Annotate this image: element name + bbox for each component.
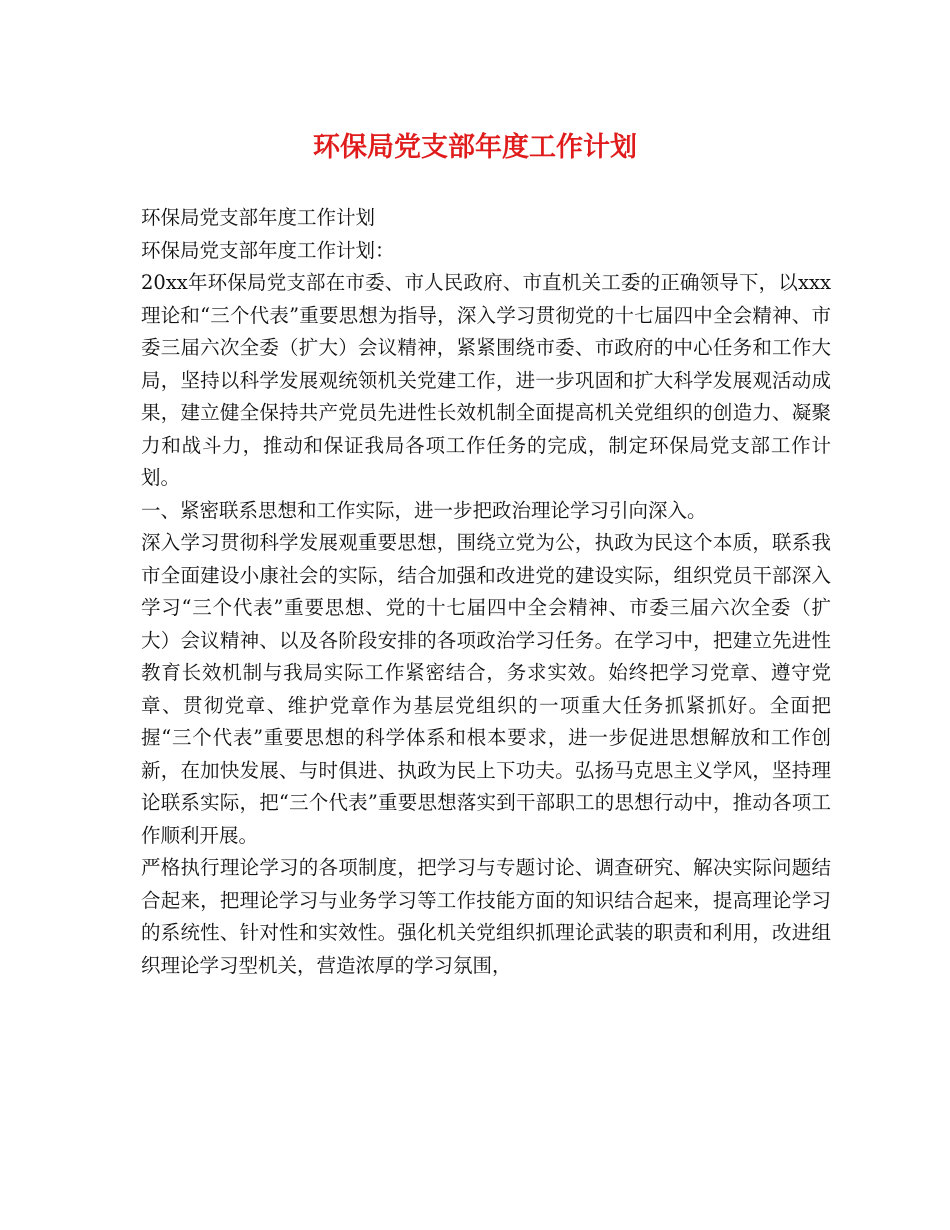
paragraph-system: 严格执行理论学习的各项制度，把学习与专题讨论、调查研究、解决实际问题结合起来，把理论学习与业务学习等工作技能方面的知识结合起来，提高理论学习的系统性、针对性和实效性。强化机关党组织抓理论武装的职责和利用，改进组织理论学习型机关，营造浓厚的学习氛围， [141,856,831,977]
section-heading-1: 一、紧密联系思想和工作实际，进一步把政治理论学习引向深入。 [141,498,707,522]
paragraph-heading: 环保局党支部年度工作计划 [141,206,376,229]
document-title: 环保局党支部年度工作计划 [313,132,637,163]
paragraph-study: 深入学习贯彻科学发展观重要思想，围绕立党为公，执政为民这个本质，联系我市全面建设小康社会的实际，结合加强和改进党的建设实际，组织党员干部深入学习“三个代表”重要思想、党的十七届四中全会精神、市委三届六次全委（扩大）会议精神、以及各阶段安排的各项政治学习任务。在学习中，把建立先进性教育长效机制与我局实际工作紧密结合，务求实效。始终把学习党章、遵守党章、贯彻党章、维护党章作为基层党组织的一项重大任务抓紧抓好。全面把握“三个代表”重要思想的科学体系和根本要求，进一步促进思想解放和工作创新，在加快发展、与时俱进、执政为民上下功夫。弘扬马克思主义学风，坚持理论联系实际，把“三个代表”重要思想落实到干部职工的思想行动中，推动各项工作顺利开展。 [141,531,831,847]
document-body [141,202,831,982]
paragraph-intro: 20xx年环保局党支部在市委、市人民政府、市直机关工委的正确领导下，以xxx理论和“三个代表”重要思想为指导，深入学习贯彻党的十七届四中全会精神、市委三届六次全委（扩大）会议精神，紧紧围绕市委、市政府的中心任务和工作大局，坚持以科学发展观统领机关党建工作，进一步巩固和扩大科学发展观活动成果，建立健全保持共产党员先进性长效机制全面提高机关党组织的创造力、凝聚力和战斗力，推动和保证我局各项工作任务的完成，制定环保局党支部工作计划。 [141,271,831,489]
paragraph-subheading: 环保局党支部年度工作计划： [141,238,395,262]
